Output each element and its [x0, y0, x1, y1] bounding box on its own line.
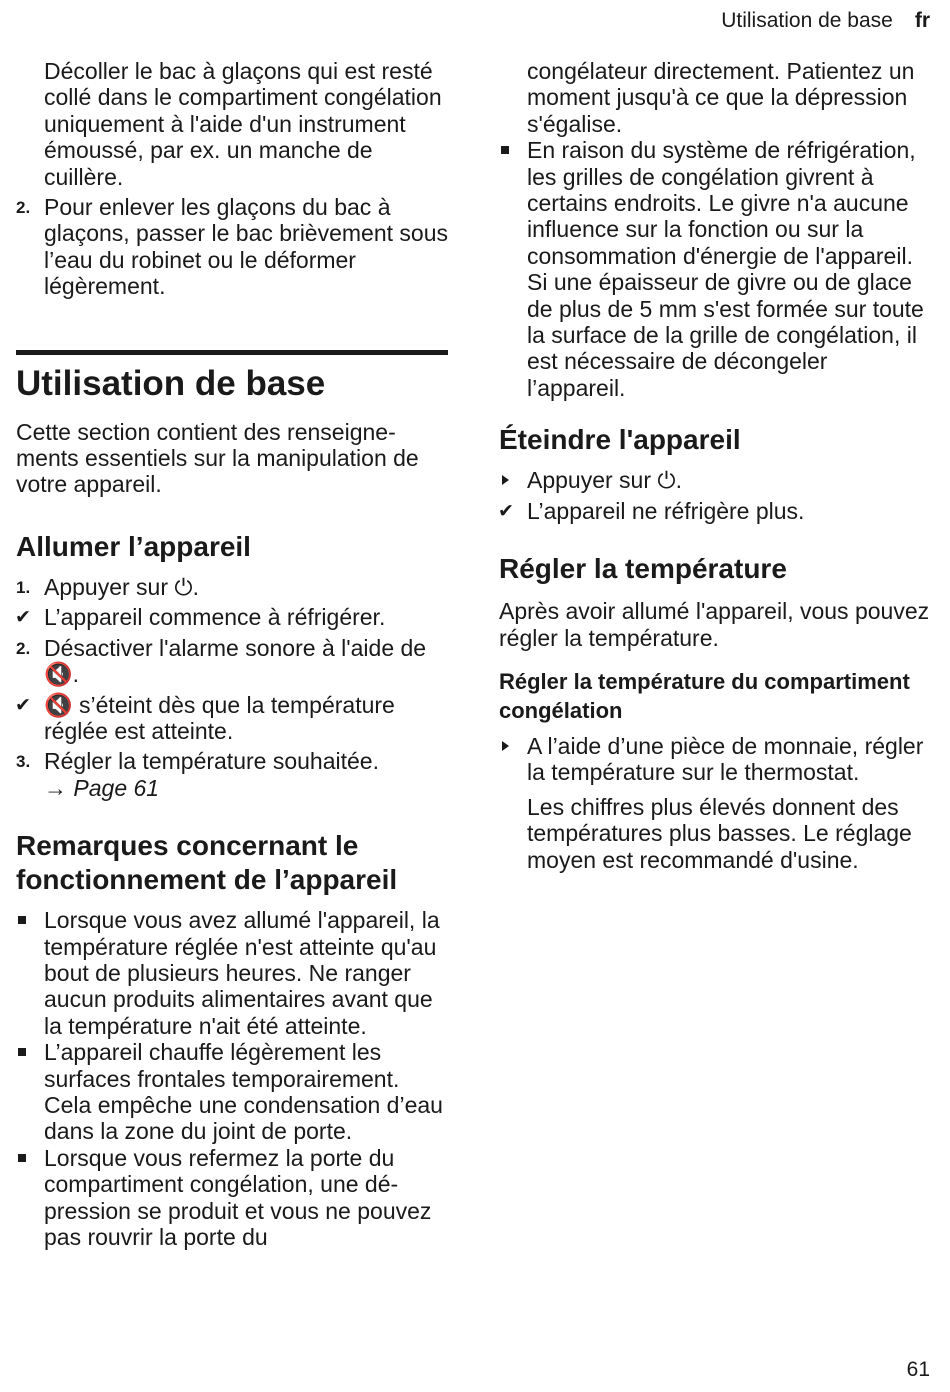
- note-line-1: Les chiffres plus élevés donnent des températures plus basses.: [527, 793, 899, 847]
- action-set-thermostat: [499, 733, 931, 786]
- heading-set-temperature: Régler la température: [499, 553, 787, 585]
- result-1: [16, 604, 448, 630]
- bullet-text: Lorsque vous refermez la porte du compartiment congélation, une dépression se produit et vous ne pouvez pas rouvrir la porte du: [44, 1144, 432, 1250]
- step-1: [16, 574, 448, 600]
- step-text: Pour enlever les glaçons du bac à glaçons, passer le bac brièvement sous l’eau du robinet ou le déformer légèrement.: [44, 194, 448, 300]
- continued-paragraph: congélateur directement. Patientez un moment jusqu'à ce que la dépression s'égalise.: [527, 58, 915, 137]
- step-3: [16, 748, 448, 801]
- heading-freezer-temperature: Régler la température du compartiment congélation: [499, 668, 910, 723]
- section-rule: [16, 350, 448, 355]
- step-number: 2.: [16, 638, 31, 658]
- result-text: L’appareil commence à réfrigérer.: [44, 604, 386, 631]
- step-number: 3.: [16, 752, 31, 772]
- check-icon: ✔: [498, 500, 514, 522]
- right-column: [499, 56, 931, 873]
- check-icon: ✔: [15, 607, 31, 629]
- check-icon: ✔: [15, 694, 31, 716]
- result-text: 🔇 s’éteint dès que la température réglée est atteinte.: [44, 691, 395, 744]
- step-text: Désactiver l'alarme sonore à l'aide de 🔇.: [44, 634, 427, 688]
- left-column: [16, 56, 448, 1250]
- intro-paragraph: Décoller le bac à glaçons qui est resté collé dans le compartiment congélation uniquement à l'aide d'un instrument émoussé, par ex. un manche de cuillère.: [44, 58, 442, 190]
- step-number: 2.: [16, 198, 31, 218]
- note-bullet-1: [16, 907, 448, 1039]
- result-text: L’appareil ne réfrigère plus.: [527, 497, 805, 524]
- note-bullet-2: [16, 1039, 448, 1145]
- bullet-text: L’appareil chauffe légèrement les surfaces frontales temporairement. Cela empêche une condensation d’eau dans la zone du joint de porte.: [44, 1039, 443, 1145]
- section-title: Utilisation de base: [16, 363, 326, 403]
- step-text: Régler la température souhaitée.: [44, 748, 379, 775]
- thermostat-note: [499, 794, 931, 873]
- note-bullet-3: [16, 1145, 448, 1251]
- step-remove-ice: [16, 194, 448, 300]
- header-language: fr: [914, 9, 930, 32]
- action-switch-off: [499, 467, 931, 493]
- action-text: Appuyer sur ⏻.: [527, 467, 682, 494]
- page-number: 61: [906, 1358, 930, 1381]
- note-bullet-4: [499, 137, 931, 401]
- result-switch-off: [499, 498, 931, 524]
- page-reference: → Page 61: [44, 774, 160, 801]
- note-line-2: Le réglage moyen est recommandé d'usine.: [527, 820, 912, 873]
- step-2: [16, 635, 448, 688]
- header-section-title: Utilisation de base: [721, 9, 893, 32]
- heading-switch-off: Éteindre l'appareil: [499, 424, 741, 456]
- action-text: A l’aide d’une pièce de monnaie, régler la température sur le thermostat.: [527, 732, 924, 786]
- running-header: [721, 7, 930, 35]
- temperature-intro: Après avoir allumé l'appareil, vous pouvez régler la température.: [499, 598, 930, 651]
- step-number: 1.: [16, 577, 31, 597]
- heading-switch-on: Allumer l’appareil: [16, 530, 251, 562]
- bullet-text: En raison du système de réfrigération, les grilles de congélation givrent à certains endroits. Le givre n'a aucune influence sur la fonction ou sur la consommation d'énergie de l'appareil. Si une épaisseur de givre ou de glace de plus de 5 mm s'est formée sur toute la surface de la grille de congélation, il est nécessaire de décongeler l’appareil.: [527, 137, 924, 401]
- heading-operation-notes: Remarques concernant le fonctionnement de l’appareil: [16, 830, 398, 896]
- bullet-text: Lorsque vous avez allumé l'appareil, la température réglée n'est atteinte qu'au bout de plusieurs heures. Ne ranger aucun produits alimentaires avant que la température n'ait été atteinte.: [44, 907, 440, 1039]
- result-2: [16, 692, 448, 745]
- step-text: Appuyer sur ⏻.: [44, 573, 199, 600]
- section-intro: Cette section contient des renseignements essentiels sur la manipulation de votre appareil.: [16, 418, 419, 498]
